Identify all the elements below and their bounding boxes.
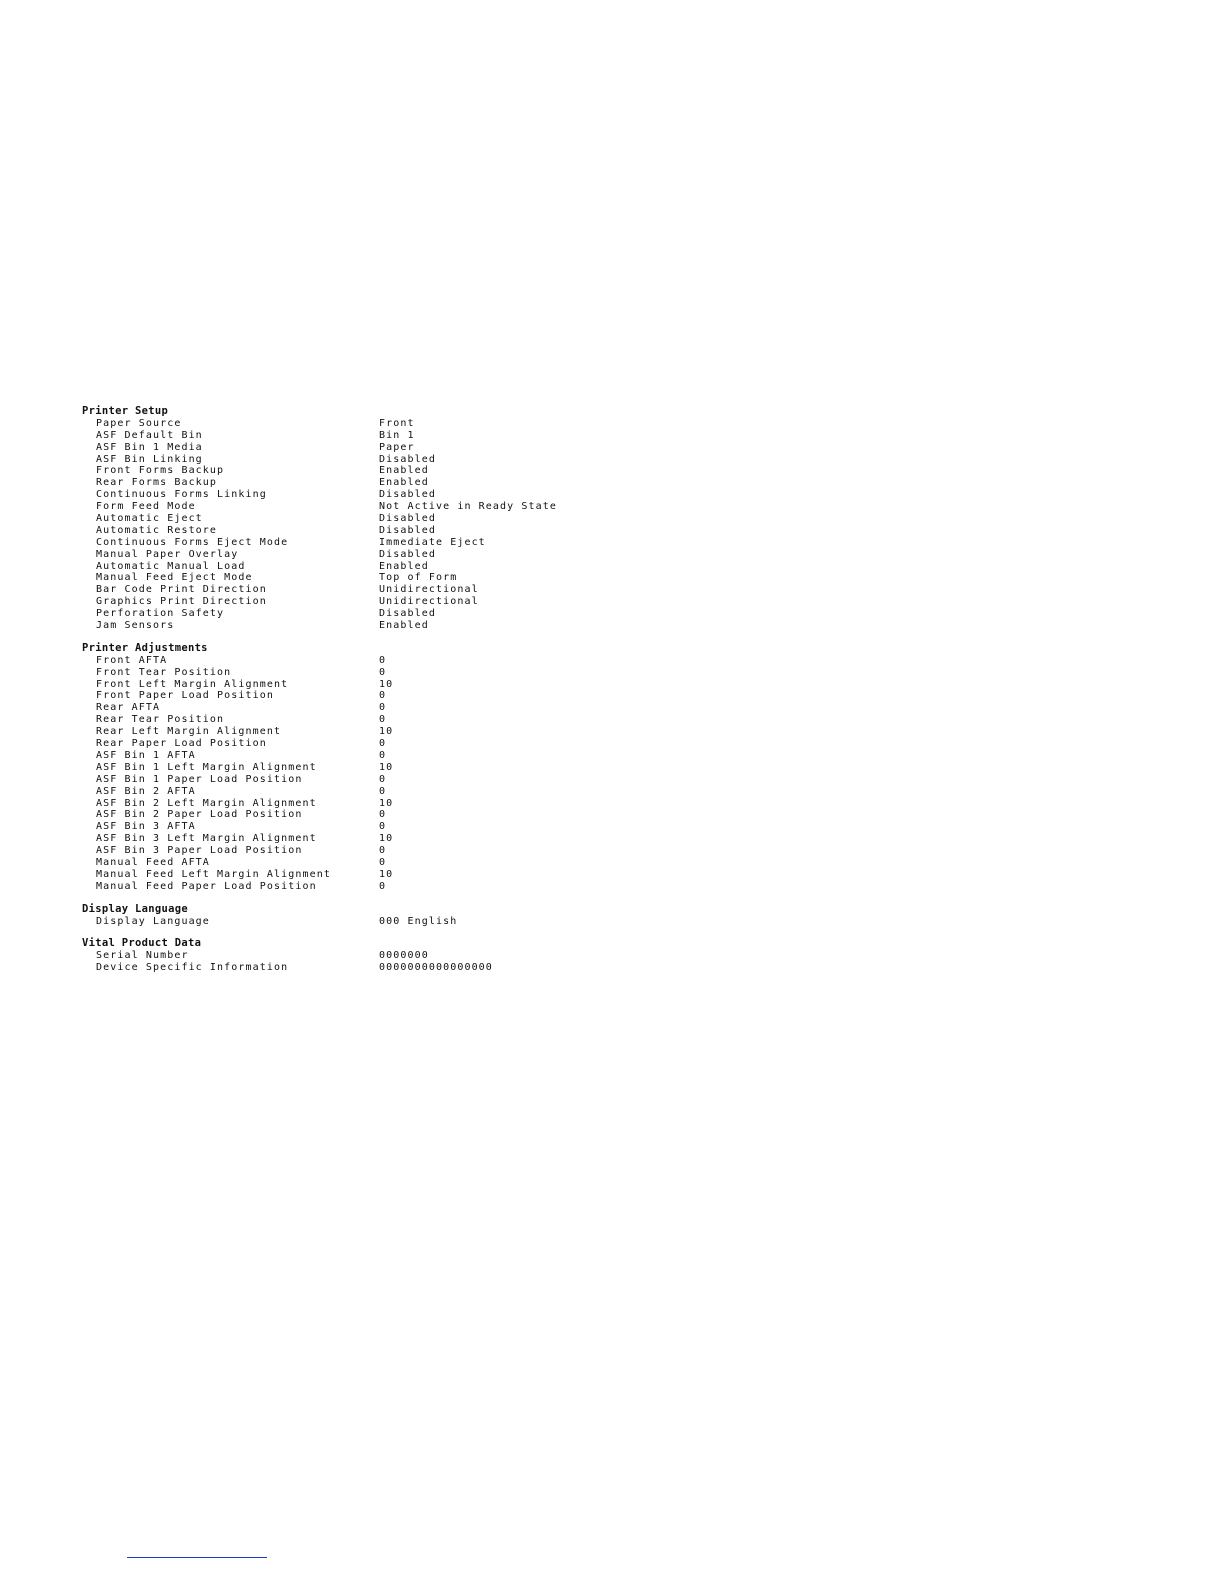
setting-label: Manual Feed Paper Load Position [96,880,317,892]
section-title: Printer Adjustments [82,641,208,654]
setting-label: Front Tear Position [96,666,232,678]
setting-row-automatic-manual-load [82,561,682,573]
setting-value: 0000000000000000 [379,962,493,974]
setting-label: ASF Bin 1 Media [96,441,203,453]
setting-label: Front Forms Backup [96,465,225,477]
setting-label: ASF Bin 3 Left Margin Alignment [96,833,317,845]
setting-label: Graphics Print Direction [96,596,267,608]
section-title: Display Language [82,902,188,915]
footer-link-underline[interactable] [127,1557,267,1558]
setting-label: Paper Source [96,417,182,429]
setting-label: ASF Bin 2 AFTA [96,785,196,797]
setting-label: ASF Bin 1 Left Margin Alignment [96,761,317,773]
setting-label: Perforation Safety [96,608,225,620]
setting-label: Manual Paper Overlay [96,548,239,560]
setting-value: 0 [379,738,387,750]
setting-label: ASF Bin 3 AFTA [96,821,196,833]
setting-label: Rear AFTA [96,702,161,714]
setting-row-asf-bin-1-media [82,442,682,454]
setting-value: 000 English [379,915,458,927]
setting-row-manual-paper-overlay [82,549,682,561]
setting-row-perforation-safety [82,608,682,620]
setting-label: Form Feed Mode [96,501,196,513]
setting-label: ASF Default Bin [96,429,203,441]
setting-row-asf-bin-1-left-margin-alignment [82,762,682,774]
setting-row-asf-bin-linking [82,454,682,466]
setting-row-paper-source [82,418,682,430]
setting-value: 10 [379,761,394,773]
setting-value: 0 [379,856,387,868]
setting-value: Enabled [379,465,429,477]
setting-row-graphics-print-direction [82,596,682,608]
setting-value: Disabled [379,608,436,620]
setting-label: Rear Tear Position [96,714,225,726]
setting-label: ASF Bin 2 Left Margin Alignment [96,797,317,809]
section-printer-setup [82,406,682,632]
setting-value: Front [379,417,415,429]
setting-row-bar-code-print-direction [82,584,682,596]
setting-value: Enabled [379,620,429,632]
section-title: Printer Setup [82,405,169,417]
setting-row-front-afta [82,655,682,667]
setting-label: Bar Code Print Direction [96,584,267,596]
setting-value: 0 [379,785,387,797]
setting-row-front-left-margin-alignment [82,679,682,691]
setting-row-front-paper-load-position [82,690,682,702]
setting-label: Automatic Restore [96,524,218,536]
setting-row-front-forms-backup [82,465,682,477]
setting-value: Unidirectional [379,584,479,596]
section-vital-product-data [82,938,682,974]
setting-label: ASF Bin 3 Paper Load Position [96,845,303,857]
setting-value: 0 [379,749,387,761]
setting-row-asf-bin-1-paper-load-position [82,774,682,786]
setting-value: 10 [379,726,394,738]
setting-label: Device Specific Information [96,962,289,974]
setting-row-form-feed-mode [82,501,682,513]
setting-label: Front AFTA [96,654,168,666]
setting-value: 0 [379,702,387,714]
setting-row-automatic-restore [82,525,682,537]
setting-row-display-language [82,916,682,928]
setting-value: 0 [379,809,387,821]
setting-row-manual-feed-paper-load-position [82,881,682,893]
setting-row-asf-default-bin [82,430,682,442]
setting-label: Continuous Forms Eject Mode [96,536,289,548]
setting-label: Automatic Manual Load [96,560,246,572]
setting-row-device-specific-information [82,962,682,974]
setting-row-rear-tear-position [82,714,682,726]
setting-row-asf-bin-3-afta [82,821,682,833]
setting-row-automatic-eject [82,513,682,525]
setting-row-asf-bin-2-left-margin-alignment [82,798,682,810]
section-title: Vital Product Data [82,937,202,950]
setting-label: Serial Number [96,950,189,962]
setting-value: Disabled [379,489,436,501]
setting-value: Enabled [379,477,429,489]
setting-row-jam-sensors [82,620,682,632]
setting-row-asf-bin-3-left-margin-alignment [82,833,682,845]
setting-label: Manual Feed Eject Mode [96,572,253,584]
setting-value: Unidirectional [379,596,479,608]
setting-value: 0000000 [379,950,429,962]
setting-label: Front Left Margin Alignment [96,678,289,690]
setting-value: 10 [379,678,394,690]
setting-label: ASF Bin 2 Paper Load Position [96,809,303,821]
setting-label: Front Paper Load Position [96,690,275,702]
setting-label: Continuous Forms Linking [96,489,267,501]
section-display-language [82,904,682,928]
setting-row-continuous-forms-eject-mode [82,537,682,549]
setting-value: Not Active in Ready State [379,501,558,513]
setting-value: 0 [379,880,387,892]
setting-label: Jam Sensors [96,620,175,632]
setting-row-serial-number [82,950,682,962]
setting-value: 10 [379,868,394,880]
setting-value: 0 [379,845,387,857]
printer-configuration-printout [82,406,682,985]
setting-value: Disabled [379,513,436,525]
setting-value: Top of Form [379,572,458,584]
setting-value: 0 [379,690,387,702]
setting-value: Enabled [379,560,429,572]
setting-value: 0 [379,714,387,726]
setting-label: Manual Feed Left Margin Alignment [96,868,331,880]
setting-row-asf-bin-1-afta [82,750,682,762]
setting-value: Disabled [379,548,436,560]
setting-row-rear-left-margin-alignment [82,726,682,738]
setting-value: Immediate Eject [379,536,486,548]
setting-row-asf-bin-3-paper-load-position [82,845,682,857]
setting-row-asf-bin-2-afta [82,786,682,798]
setting-row-manual-feed-eject-mode [82,572,682,584]
setting-value: 0 [379,773,387,785]
setting-label: ASF Bin Linking [96,453,203,465]
setting-label: Rear Left Margin Alignment [96,726,282,738]
setting-row-asf-bin-2-paper-load-position [82,809,682,821]
setting-row-rear-afta [82,702,682,714]
setting-label: Manual Feed AFTA [96,856,210,868]
setting-label: Rear Forms Backup [96,477,218,489]
setting-label: Rear Paper Load Position [96,738,267,750]
setting-value: 10 [379,833,394,845]
setting-label: Automatic Eject [96,513,203,525]
setting-row-rear-forms-backup [82,477,682,489]
setting-label: ASF Bin 1 Paper Load Position [96,773,303,785]
setting-value: Paper [379,441,415,453]
setting-label: ASF Bin 1 AFTA [96,749,196,761]
setting-value: 0 [379,654,387,666]
setting-value: Disabled [379,524,436,536]
setting-value: 0 [379,666,387,678]
setting-row-continuous-forms-linking [82,489,682,501]
setting-label: Display Language [96,915,210,927]
setting-value: Disabled [379,453,436,465]
setting-row-manual-feed-left-margin-alignment [82,869,682,881]
setting-row-rear-paper-load-position [82,738,682,750]
section-printer-adjustments [82,643,682,893]
setting-row-front-tear-position [82,667,682,679]
setting-value: 0 [379,821,387,833]
setting-value: Bin 1 [379,429,415,441]
setting-row-manual-feed-afta [82,857,682,869]
setting-value: 10 [379,797,394,809]
